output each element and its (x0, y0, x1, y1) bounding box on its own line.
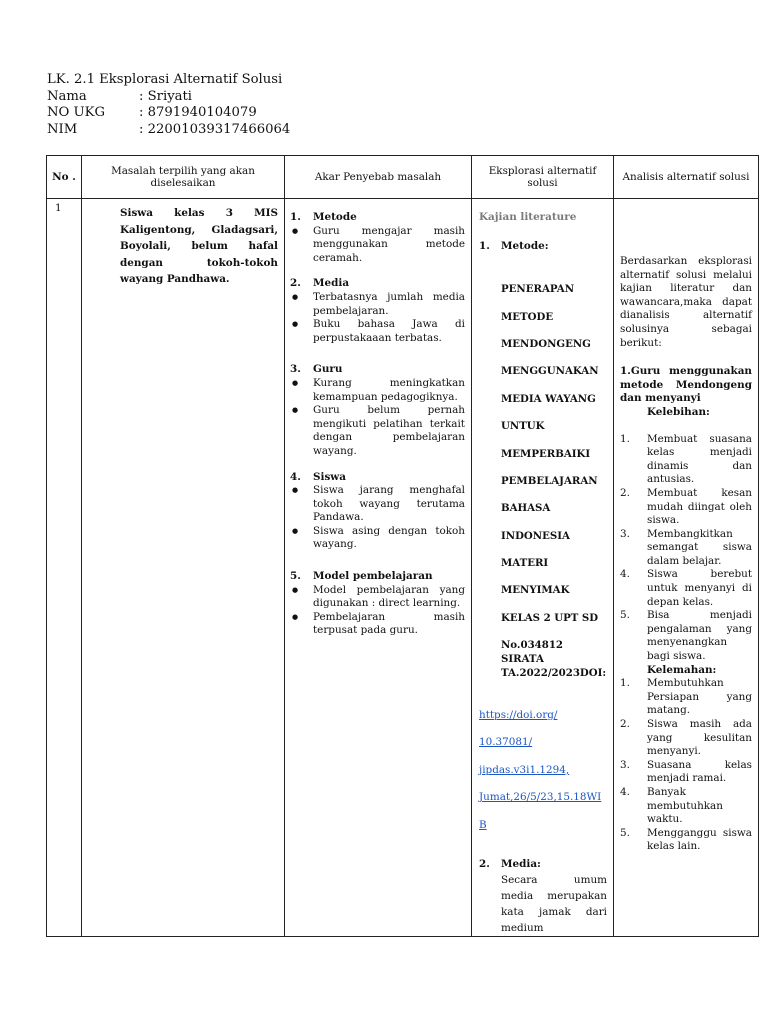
bullet-icon: ● (292, 585, 299, 594)
media-heading: 2. Media: (479, 858, 541, 870)
table-row (47, 199, 759, 937)
list-item (290, 291, 465, 318)
kelebihan-label: Kelebihan: (647, 405, 710, 418)
list-item (290, 611, 465, 638)
akar-category-number: 1. (290, 211, 301, 223)
list-item-number: 2. (620, 718, 630, 730)
list-item (620, 759, 752, 786)
header-key: Nama (47, 88, 87, 104)
article-title-line: KELAS 2 UPT SD (501, 611, 599, 624)
doi-link-line[interactable]: Jumat,26/5/23,15.18WI (479, 791, 602, 804)
list-item (620, 786, 752, 827)
analisis-heading: 1.Guru menggunakan metode Mendongeng dan menyanyi (620, 365, 752, 405)
table-header-row (47, 156, 759, 199)
akar-category-title (290, 570, 465, 584)
bullet-icon: ● (292, 378, 299, 387)
article-title-line: No.034812 SIRATA (501, 639, 564, 665)
bullet-icon: ● (292, 612, 299, 621)
list-item (620, 718, 752, 759)
article-title-line: BAHASA (501, 502, 551, 515)
document-header (47, 72, 290, 138)
bullet-list (290, 484, 465, 552)
list-item-text: Membuat kesan mudah diingat oleh siswa. (647, 486, 752, 527)
article-title-line: MEDIA WAYANG (501, 392, 596, 405)
bullet-icon: ● (292, 526, 299, 535)
akar-category-title (290, 471, 465, 485)
akar-category-label: Media (313, 277, 350, 290)
list-item-number: 4. (620, 568, 630, 581)
article-title-line: MATERI (501, 557, 549, 570)
article-title-line: MEMPERBAIKI (501, 447, 591, 460)
list-item (290, 525, 465, 552)
header-row-nama (47, 89, 290, 106)
kelemahan-list (620, 677, 752, 854)
metode-heading: 1. Metode: (479, 239, 549, 252)
article-title-line: MENGGUNAKAN (501, 365, 599, 378)
header-row-no-ukg (47, 105, 290, 122)
list-item (620, 609, 752, 663)
list-item-number: 1. (620, 677, 630, 690)
akar-category-label: Model pembelajaran (313, 570, 433, 583)
list-item-text: Buku bahasa Jawa di perpustakaaan terbatas. (313, 318, 465, 344)
list-item-text: Siswa jarang menghafal tokoh wayang terutama Pandawa. (313, 484, 465, 524)
list-item-text: Suasana kelas menjadi ramai. (647, 758, 752, 785)
list-item (290, 318, 465, 345)
akar-category (290, 277, 465, 345)
column-header-no: No . (47, 156, 82, 199)
akar-category-title (290, 363, 465, 377)
akar-category (290, 211, 465, 265)
list-item-text: Pembelajaran masih terpusat pada guru. (313, 610, 465, 637)
list-item-text: Siswa berebut untuk menyanyi di depan kelas. (647, 568, 752, 608)
list-item-text: Banyak membutuhkan waktu. (647, 785, 723, 826)
list-item (290, 377, 465, 404)
article-title-line: INDONESIA (501, 529, 570, 542)
list-item (620, 827, 752, 854)
bullet-icon: ● (292, 406, 299, 415)
list-item-text: Siswa asing dengan tokoh wayang. (313, 524, 465, 551)
list-item-text: Membuat suasana kelas menjadi dinamis dan antusias. (647, 432, 752, 486)
list-item-number: 5. (620, 609, 630, 622)
analisis-content (614, 199, 758, 854)
akar-list (285, 199, 471, 638)
header-value: : 22001039317466064 (139, 121, 291, 137)
doi-link[interactable] (479, 709, 607, 846)
doi-link-line[interactable]: 10.37081/ (479, 736, 533, 749)
masalah-text: Siswa kelas 3 MIS Kaligentong, Gladagsari, Boyolali, belum hafal dengan tokoh-tokoh wayang Pandhawa. (120, 207, 278, 285)
list-item-text: Model pembelajaran yang digunakan : direct learning. (313, 583, 465, 610)
list-item (290, 484, 465, 525)
bullet-icon: ● (292, 292, 299, 301)
list-item-text: Guru mengajar masih menggunakan metode ceramah. (313, 224, 465, 264)
cell-analisis (614, 199, 759, 937)
eksplorasi-content (472, 199, 613, 936)
list-item (290, 225, 465, 266)
article-title-line: TA.2022/2023DOI: (501, 666, 607, 679)
list-item-number: 5. (620, 826, 630, 839)
doi-link-line[interactable]: B (479, 818, 487, 831)
list-item (620, 568, 752, 609)
kelebihan-list (620, 433, 752, 664)
header-value: : Sriyati (139, 88, 193, 104)
article-title-line: PENERAPAN (501, 283, 575, 296)
list-item-number: 4. (620, 785, 630, 798)
list-item (620, 433, 752, 487)
list-item-number: 3. (620, 527, 630, 540)
bullet-list (290, 584, 465, 638)
article-title-line: UNTUK (501, 420, 545, 433)
bullet-icon: ● (292, 226, 299, 235)
list-item-text: Membutuhkan Persiapan yang matang. (647, 677, 752, 717)
akar-category-label: Metode (313, 211, 357, 223)
media-text: Secara umum media merupakan kata jamak dari medium (501, 873, 607, 934)
doi-link-line[interactable]: jipdas.v3i1.1294, (479, 763, 570, 776)
list-item (290, 404, 465, 458)
akar-category-title (290, 277, 465, 291)
list-item-number: 1. (620, 432, 630, 445)
list-item-text: Bisa menjadi pengalaman yang menyenangkan bagi siswa. (647, 609, 752, 663)
list-item (620, 487, 752, 528)
header-key: NO UKG (47, 105, 106, 120)
cell-masalah (82, 199, 285, 937)
article-title (479, 283, 607, 694)
akar-category-number: 3. (290, 363, 301, 376)
list-item-number: 3. (620, 758, 630, 771)
doi-link-line[interactable]: https://doi.org/ (479, 709, 558, 722)
list-item-number: 2. (620, 486, 630, 499)
list-item-text: Siswa masih ada yang kesulitan menyanyi. (647, 718, 752, 758)
list-item-text: Mengganggu siswa kelas lain. (647, 826, 752, 853)
list-item-text: Membangkitkan semangat siswa dalam belajar. (647, 527, 752, 567)
list-item (290, 584, 465, 611)
cell-akar (285, 199, 472, 937)
bullet-icon: ● (292, 320, 299, 329)
header-key: NIM (47, 121, 78, 137)
akar-category-label: Siswa (313, 470, 346, 483)
akar-category-title (290, 211, 465, 225)
kajian-label: Kajian literature (479, 211, 577, 223)
list-item (620, 528, 752, 569)
article-title-line: PEMBELAJARAN (501, 474, 598, 487)
header-value: : 8791940104079 (139, 105, 257, 120)
akar-category (290, 471, 465, 553)
list-item (620, 677, 752, 718)
article-title-line: MENYIMAK (501, 584, 570, 597)
bullet-list (290, 225, 465, 266)
column-header-masalah: Masalah terpilih yang akan diselesaikan (82, 156, 285, 199)
akar-category (290, 363, 465, 458)
analisis-intro: Berdasarkan eksplorasi alternatif solusi melalui kajian literatur dan wawancara,maka dapat dianalisis alternatif solusinya sebagai berikut: (620, 255, 752, 349)
cell-no: 1 (47, 199, 82, 937)
akar-category-label: Guru (313, 363, 343, 376)
list-item-text: Kurang meningkatkan kemampuan pedagogiknya. (313, 376, 465, 403)
worksheet-table (46, 155, 759, 937)
document-title: LK. 2.1 Eksplorasi Alternatif Solusi (47, 72, 283, 87)
bullet-list (290, 291, 465, 345)
list-item-text: Guru belum pernah mengikuti pelatihan terkait dengan pembelajaran wayang. (313, 404, 465, 457)
akar-category-number: 5. (290, 570, 301, 583)
bullet-list (290, 377, 465, 459)
bullet-icon: ● (292, 486, 299, 495)
column-header-akar: Akar Penyebab masalah (285, 156, 472, 199)
cell-eksplorasi (472, 199, 614, 937)
list-item-text: Terbatasnya jumlah media pembelajaran. (313, 290, 465, 317)
akar-category-number: 4. (290, 470, 301, 483)
header-row-nim (47, 122, 290, 139)
akar-category-number: 2. (290, 277, 301, 290)
column-header-eksplorasi: Eksplorasi alternatif solusi (472, 156, 614, 199)
kelemahan-label: Kelemahan: (647, 663, 717, 676)
column-header-analisis: Analisis alternatif solusi (614, 156, 759, 199)
akar-category (290, 570, 465, 638)
article-title-line: METODE (501, 310, 554, 323)
article-title-line: MENDONGENG (501, 337, 591, 350)
